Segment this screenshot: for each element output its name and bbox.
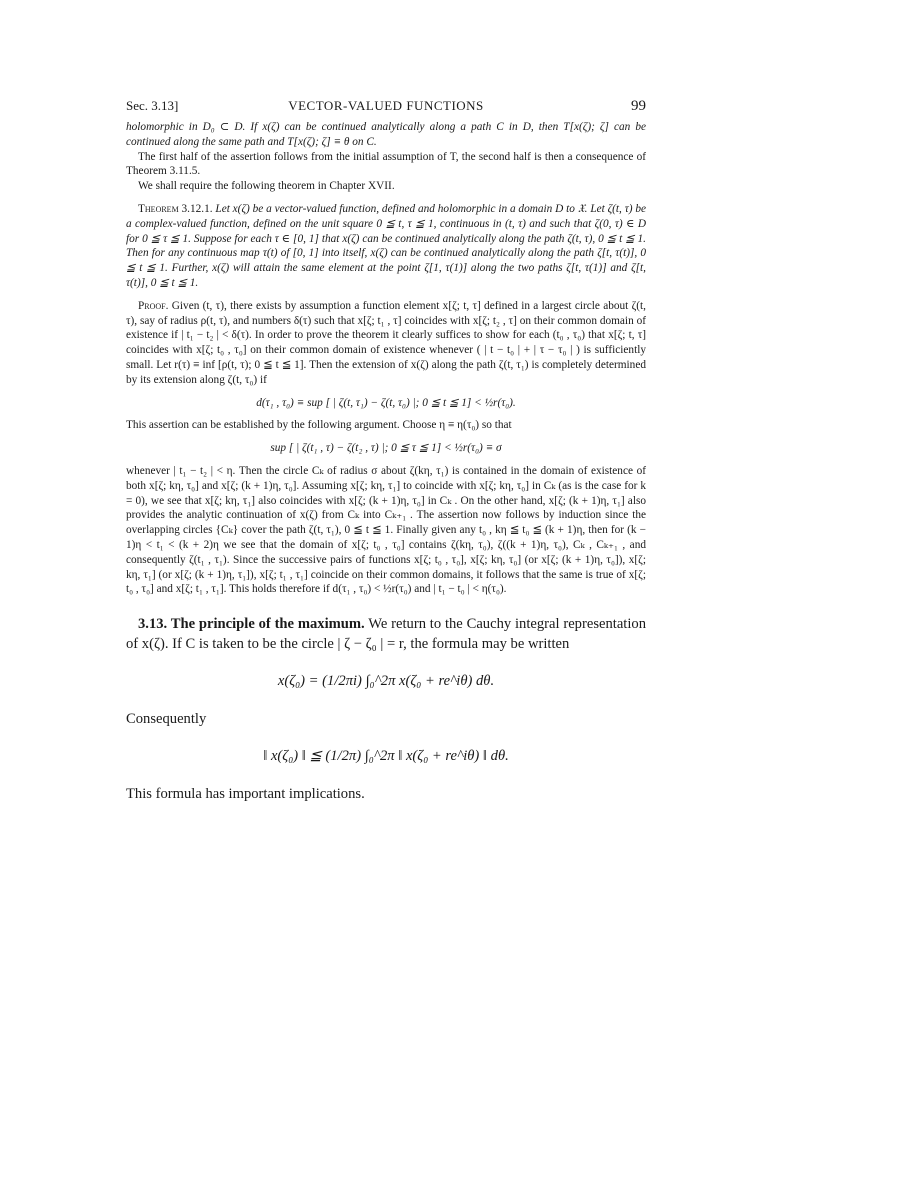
display-equation: d(τ₁ , τ₀) ≡ sup [ | ζ(t, τ₁) − ζ(t, τ₀) |; 0 ≦ t ≦ 1] < ½r(τ₀). xyxy=(256,396,516,409)
section-paragraph xyxy=(126,615,646,654)
section-heading: 3.13. The principle of the maximum. xyxy=(138,616,365,633)
cauchy-integral-equation: x(ζ₀) = (1/2πi) ∫₀^2π x(ζ₀ + re^iθ) dθ. xyxy=(277,673,495,690)
theorem-label: Theorem 3.12.1. xyxy=(138,202,213,215)
paragraph: whenever | t₁ − t₂ | < η. Then the circle Cₖ of radius σ about ζ(kη, τ₁) is contained in the domain of existence of both x[ζ; kη, τ₀] and x[ζ; (k + 1)η, τ₀]. Assuming x[ζ; kη, τ₁] to coincide with x[ζ; kη, τ₀] in Cₖ (as is the case for k = 0), we see that x[ζ; kη, τ₁] also coincides with x[ζ; (k + 1)η, τ₀] in Cₖ . On the other hand, x[ζ; (k + 1)η, τ₁] also provides the analytic continuation of x(ζ) from Cₖ into Cₖ₊₁ . The assertion now follows by induction since the overlapping circles {Cₖ} cover the path ζ(t, τ₁), 0 ≦ t ≦ 1. Finally given any t₀ , kη ≦ t₀ ≦ (k + 1)η, then for (k − 1)η < t₁ < (k + 2)η we see that the domain of x[ζ; t₀ , τ₀] contains ζ(kη, τ₀), ζ((k + 1)η, τ₀), Cₖ , Cₖ₊₁ , and consequently ζ(t₁ , τ₁). Since the successive pairs of functions x[ζ; t₀ , τ₀], x[ζ; kη, τ₀] (or x[ζ; (k + 1)η, τ₀]), x[ζ; kη, τ₁] (or x[ζ; (k + 1)η, τ₁]), x[ζ; t₁ , τ₁] coincide on their common domains, it follows that the same is true of x[ζ; t₀ , τ₀] and x[ζ; t₁ , τ₁]. This holds therefore if d(τ₁ , τ₀) < ½r(τ₀) and | t₁ − t₀ | < η(τ₀). xyxy=(126,464,646,596)
norm-inequality-equation: ‖ x(ζ₀) ‖ ≦ (1/2π) ∫₀^2π ‖ x(ζ₀ + re^iθ) ‖ dθ. xyxy=(263,748,509,765)
running-header xyxy=(126,98,646,120)
page-number: 99 xyxy=(631,98,646,114)
page xyxy=(126,98,646,804)
header-title: VECTOR-VALUED FUNCTIONS xyxy=(288,98,484,113)
upper-block xyxy=(126,120,646,597)
theorem xyxy=(126,202,646,291)
proof-label: Proof. xyxy=(138,299,169,312)
paragraph: We shall require the following theorem in Chapter XVII. xyxy=(138,180,395,193)
header-section: Sec. 3.13] xyxy=(126,98,179,113)
theorem-text: Let x(ζ) be a vector-valued function, defined and holomorphic in a domain D to 𝔛. Let ζ(t, τ) be a complex-valued function, defined on the unit square 0 ≦ t, τ ≦ 1, continuous in (t, τ) and such that ζ(0, τ) ∈ D for 0 ≦ τ ≦ 1. Suppose for each τ ∈ [0, 1] that x(ζ) can be continued analytically along the path ζ(t, τ), 0 ≦ t ≦ 1. Then for any continuous map τ(t) of [0, 1] into itself, x(ζ) can be continued analytically along the path ζ[t, τ(t)], 0 ≦ t ≦ 1. Further, x(ζ) will attain the same element at the point ζ[1, τ(1)] along the two paths ζ[t, τ(1)] and ζ[t, τ(t)], 0 ≦ t ≦ 1. xyxy=(126,202,646,289)
paragraph: Consequently xyxy=(126,710,207,727)
display-equation: sup [ | ζ(t₁ , τ) − ζ(t₂ , τ) |; 0 ≦ τ ≦ 1] < ½r(τ₀) ≡ σ xyxy=(270,442,502,455)
proof-text: Given (t, τ), there exists by assumption a function element x[ζ; t, τ] defined in a largest circle about ζ(t, τ), say of radius ρ(t, τ), and numbers δ(τ) such that x[ζ; t₁ , τ] coincides with x[ζ; t₂ , τ] on their common domain of existence if | t₁ − t₂ | < δ(τ). In order to prove the theorem it clearly suffices to show for each (t₀ , τ₀) that x[ζ; t, τ] coincides with x[ζ; t₀ , τ₀] on their common domain of existence whenever ( | t − t₀ | + | τ − τ₀ | ) is sufficiently small. Let r(τ) ≡ inf [ρ(t, τ); 0 ≦ t ≦ 1]. Then the extension of x(ζ) along the path ζ(t, τ₁) is completely determined by its extension along ζ(t, τ₀) if xyxy=(126,299,646,386)
section-text: We return to the Cauchy integral representation of x(ζ). If C is taken to be the circle | ζ − ζ₀ | = r, the formula may be written xyxy=(126,616,647,652)
proof xyxy=(126,299,646,388)
section-block xyxy=(126,615,646,804)
paragraph: This assertion can be established by the following argument. Choose η ≡ η(τ₀) so that xyxy=(126,419,512,432)
lemma-continuation: holomorphic in D₀ ⊂ D. If x(ζ) can be continued analytically along a path C in D, then T[x(ζ); ζ] can be continued along the same path and T[x(ζ); ζ] ≡ θ on C. xyxy=(126,121,646,148)
paragraph: This formula has important implications. xyxy=(126,785,365,802)
paragraph: The first half of the assertion follows from the initial assumption of T, the second half is then a consequence of Theorem 3.11.5. xyxy=(126,150,646,178)
